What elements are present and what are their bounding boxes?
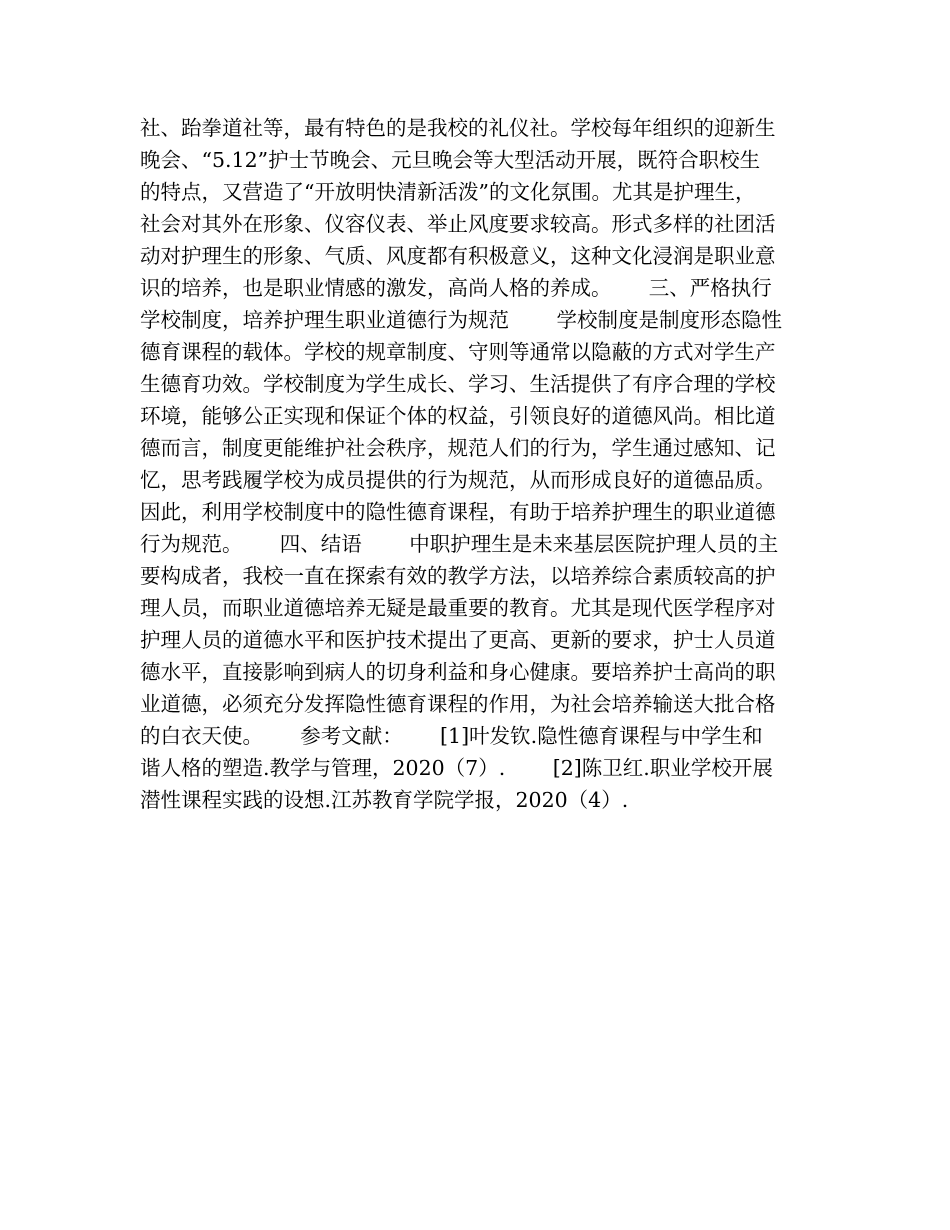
text-line: 要构成者，我校一直在探索有效的教学方法，以培养综合素质较高的护 (140, 564, 776, 588)
text-line: 行为规范。 四、结语 中职护理生是未来基层医院护理人员的主 (140, 532, 779, 556)
text-line: 业道德，必须充分发挥隐性德育课程的作用，为社会培养输送大批合格 (140, 692, 776, 716)
text-line: 环境，能够公正实现和保证个体的权益，引领良好的道德风尚。相比道 (140, 404, 776, 428)
text-line: 谐人格的塑造.教学与管理，2020（7）. [2]陈卫红.职业学校开展 (140, 756, 773, 780)
text-line: 理人员，而职业道德培养无疑是最重要的教育。尤其是现代医学程序对 (140, 596, 776, 620)
text-line: 动对护理生的形象、气质、风度都有积极意义，这种文化浸润是职业意 (140, 244, 776, 268)
text-line: 晚会、“5.12”护士节晚会、元旦晚会等大型活动开展，既符合职校生 (140, 148, 761, 172)
text-line: 德育课程的载体。学校的规章制度、守则等通常以隐蔽的方式对学生产 (140, 340, 776, 364)
text-line: 护理人员的道德水平和医护技术提出了更高、更新的要求，护士人员道 (140, 628, 776, 652)
text-line: 社、跆拳道社等，最有特色的是我校的礼仪社。学校每年组织的迎新生 (140, 116, 776, 140)
text-line: 的白衣天使。 参考文献： [1]叶发钦.隐性德育课程与中学生和 (140, 724, 763, 748)
text-line: 的特点，又营造了“开放明快清新活泼”的文化氛围。尤其是护理生， (140, 180, 756, 204)
text-line: 生德育功效。学校制度为学生成长、学习、生活提供了有序合理的学校 (140, 372, 776, 396)
text-line: 社会对其外在形象、仪容仪表、举止风度要求较高。形式多样的社团活 (140, 212, 776, 236)
body-text (140, 112, 820, 816)
text-line: 忆，思考践履学校为成员提供的行为规范，从而形成良好的道德品质。 (140, 468, 776, 492)
text-line: 德而言，制度更能维护社会秩序，规范人们的行为，学生通过感知、记 (140, 436, 776, 460)
text-line: 识的培养，也是职业情感的激发，高尚人格的养成。 三、严格执行 (140, 276, 772, 300)
text-line: 德水平，直接影响到病人的切身利益和身心健康。要培养护士高尚的职 (140, 660, 776, 684)
text-line: 学校制度，培养护理生职业道德行为规范 学校制度是制度形态隐性 (140, 308, 783, 332)
text-line: 潜性课程实践的设想.江苏教育学院学报，2020（4）. (140, 788, 629, 812)
text-line: 因此，利用学校制度中的隐性德育课程，有助于培养护理生的职业道德 (140, 500, 776, 524)
